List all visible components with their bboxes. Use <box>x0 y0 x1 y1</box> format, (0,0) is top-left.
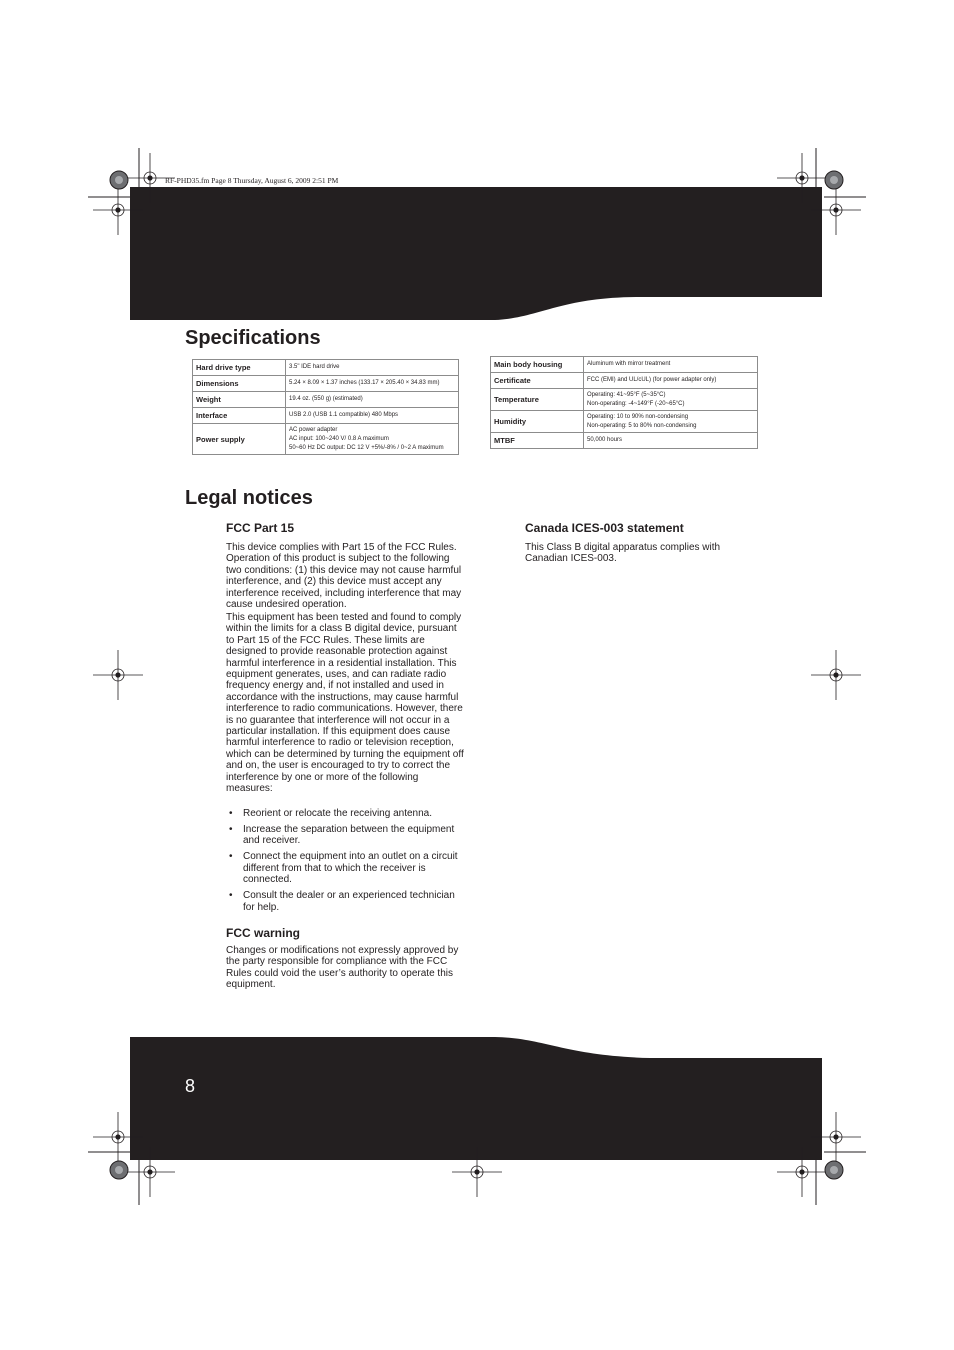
spec-value: 19.4 oz. (550 g) (estimated) <box>286 392 459 408</box>
spec-label: Temperature <box>491 389 584 411</box>
bullet-icon: • <box>229 808 233 819</box>
spec-value: USB 2.0 (USB 1.1 compatible) 480 Mbps <box>286 408 459 424</box>
canada-ices-paragraph: This Class B digital apparatus complies with Canadian ICES-003. <box>525 542 721 565</box>
specifications-title: Specifications <box>185 327 321 349</box>
color-target-icon <box>825 1161 843 1179</box>
spec-label: Humidity <box>491 411 584 433</box>
registration-mark-icon <box>125 1147 175 1197</box>
registration-mark-icon <box>93 1112 143 1162</box>
bullet-icon: • <box>229 851 233 863</box>
spec-label: Certificate <box>491 373 584 389</box>
spec-label: Weight <box>193 392 286 408</box>
registration-mark-icon <box>811 1112 861 1162</box>
spec-value: 50,000 hours <box>584 433 758 449</box>
bullet-icon: • <box>229 824 233 835</box>
list-item: • Connect the equipment into an outlet on a circuit different from that to which the receiver is connected. <box>229 851 458 886</box>
fcc-warning-paragraph: Changes or modifications not expressly approved by the party responsible for compliance with the FCC Rules could void the user’s authority to operate this equipment. <box>226 945 459 991</box>
registration-mark-icon <box>811 185 861 235</box>
spec-row <box>491 411 758 433</box>
file-slug: RF-PHD35.fm Page 8 Thursday, August 6, 2009 2:51 PM <box>165 176 339 185</box>
spec-row <box>491 373 758 389</box>
list-item: • Increase the separation between the equipment and receiver. <box>229 824 455 847</box>
bullet-icon: • <box>229 890 233 902</box>
spec-row <box>193 360 459 376</box>
spec-value: 3.5" IDE hard drive <box>286 360 459 376</box>
list-item: • Reorient or relocate the receiving antenna. <box>229 808 433 819</box>
spec-row <box>193 424 459 455</box>
spec-row <box>491 433 758 449</box>
fcc-part-15-heading: FCC Part 15 <box>226 521 295 535</box>
spec-label: Dimensions <box>193 376 286 392</box>
fcc-measures-list <box>226 808 466 918</box>
registration-mark-icon <box>777 1147 827 1197</box>
spec-value: Operating: 41~95°F (5~35°C) Non-operating: -4~149°F (-20~65°C) <box>584 389 758 411</box>
list-item: • Consult the dealer or an experienced technician for help. <box>229 890 455 913</box>
canada-ices-heading: Canada ICES-003 statement <box>525 521 684 535</box>
registration-mark-icon <box>811 650 861 700</box>
fcc-paragraph-1: This device complies with Part 15 of the FCC Rules. Operation of this product is subject to the following two conditions: (1) this device may not cause harmful interference, and (2) this device must accept any interference received, including interference that may cause undesired operation. <box>226 542 462 611</box>
registration-mark-icon <box>777 153 827 203</box>
registration-mark-icon <box>93 650 143 700</box>
fcc-paragraph-2: This equipment has been tested and found to comply within the limits for a class B digital device, pursuant to Part 15 of the FCC Rules. These limits are designed to provide reasonable protection against harmful interference in a residential installation. This equipment generates, uses, and can radiate radio frequency energy and, if not installed and used in accordance with the instructions, may cause harmful interference to radio communications. However, there is no guarantee that interference will not occur in a particular installation. If this equipment does cause harmful interference to radio or television reception, which can be determined by turning the equipment off and on, the user is encouraged to try to correct the interference by one or more of the following measures: <box>226 612 464 795</box>
spec-value: Aluminum with mirror treatment <box>584 357 758 373</box>
spec-label: Power supply <box>193 424 286 455</box>
spec-row <box>193 408 459 424</box>
spec-label: Main body housing <box>491 357 584 373</box>
spec-row <box>193 376 459 392</box>
spec-label: Hard drive type <box>193 360 286 376</box>
page-number: 8 <box>185 1076 196 1096</box>
spec-value: AC power adapter AC input: 100~240 V/ 0.8 A maximum 50~60 Hz DC output: DC 12 V +5%/-8% / 0~2 A maximum <box>286 424 459 455</box>
spec-value: FCC (EMI) and UL/cUL) (for power adapter only) <box>584 373 758 389</box>
spec-row <box>491 357 758 373</box>
registration-mark-icon <box>93 185 143 235</box>
color-target-icon <box>825 171 843 189</box>
spec-label: MTBF <box>491 433 584 449</box>
spec-label: Interface <box>193 408 286 424</box>
specifications-table-right <box>490 356 758 449</box>
fcc-warning-heading: FCC warning <box>226 926 300 940</box>
specifications-table-left <box>192 359 459 455</box>
registration-mark-icon <box>452 1147 502 1197</box>
spec-row <box>491 389 758 411</box>
spec-value: Operating: 10 to 90% non-condensing Non-operating: 5 to 80% non-condensing <box>584 411 758 433</box>
color-target-icon <box>110 171 128 189</box>
spec-value: 5.24 × 8.09 × 1.37 inches (133.17 × 205.40 × 34.83 mm) <box>286 376 459 392</box>
legal-notices-title: Legal notices <box>185 487 313 509</box>
spec-row <box>193 392 459 408</box>
color-target-icon <box>110 1161 128 1179</box>
